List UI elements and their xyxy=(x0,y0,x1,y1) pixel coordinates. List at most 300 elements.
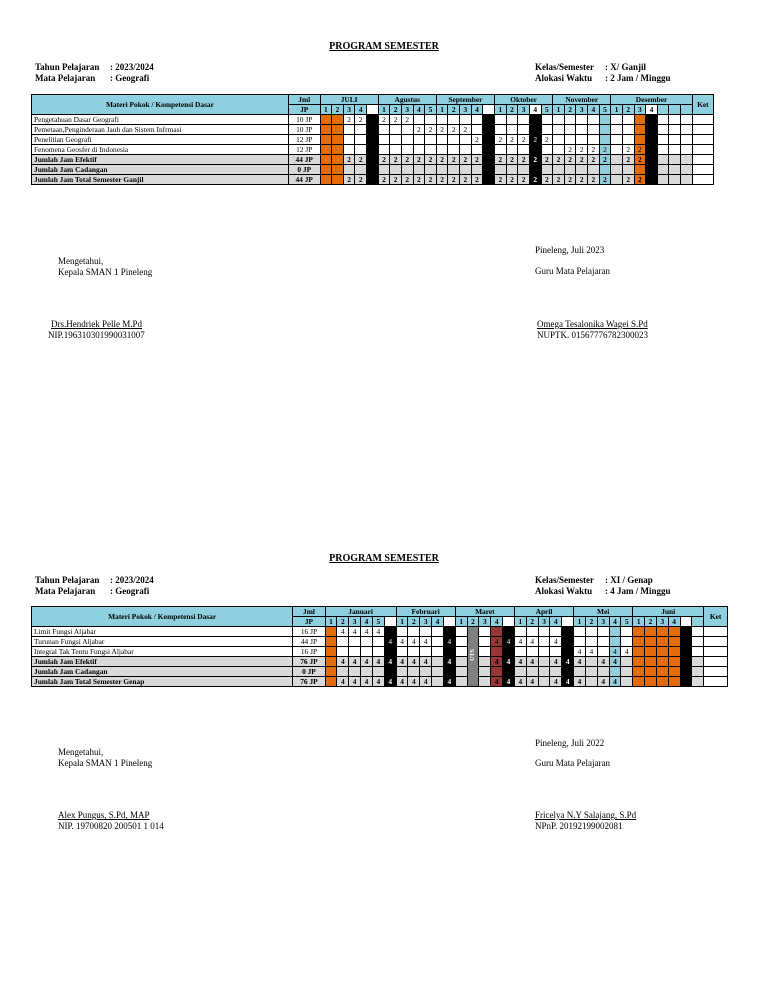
week-cell: 2 xyxy=(576,155,588,165)
week-number: 3 xyxy=(479,617,491,627)
week-cell: 4 xyxy=(337,627,349,637)
week-cell xyxy=(390,145,402,155)
week-cell: 2 xyxy=(599,175,611,185)
week-cell xyxy=(611,155,623,165)
week-cell xyxy=(538,677,550,687)
week-cell xyxy=(585,627,597,637)
ket-cell xyxy=(704,627,728,637)
meta-right xyxy=(535,575,671,597)
page-title: PROGRAM SEMESTER xyxy=(329,41,439,52)
week-cell xyxy=(645,667,657,677)
week-cell xyxy=(337,667,349,677)
week-cell xyxy=(420,647,432,657)
week-number: 1 xyxy=(553,105,565,115)
week-number: 1 xyxy=(436,105,448,115)
week-cell xyxy=(564,135,576,145)
week-number: 3 xyxy=(597,617,609,627)
week-cell: 2 xyxy=(401,155,413,165)
week-cell: 4 xyxy=(609,677,621,687)
week-cell xyxy=(562,637,574,647)
week-cell: 4 xyxy=(396,637,408,647)
week-cell xyxy=(425,145,437,155)
materi-name: Jumlah Jam Total Semester Genap xyxy=(32,677,293,687)
week-cell xyxy=(320,125,332,135)
week-cell xyxy=(656,677,668,687)
week-cell: 2 xyxy=(355,175,367,185)
week-cell: 4 xyxy=(514,637,526,647)
header-jp: JP xyxy=(293,617,325,627)
week-cell: 2 xyxy=(506,175,518,185)
week-cell xyxy=(343,125,355,135)
right-signer-name: Omega Tesalonika Wagei S.Pd xyxy=(537,319,648,329)
week-cell xyxy=(349,647,361,657)
week-cell: 2 xyxy=(518,155,530,165)
week-cell xyxy=(681,125,693,135)
week-cell xyxy=(526,627,538,637)
week-number: 1 xyxy=(378,105,390,115)
week-cell: 4 xyxy=(420,657,432,667)
week-cell xyxy=(396,627,408,637)
table-row xyxy=(32,125,714,135)
week-cell xyxy=(646,115,658,125)
place-date: Pineleng, Juli 2023 xyxy=(535,245,605,255)
week-cell xyxy=(514,647,526,657)
week-cell xyxy=(597,667,609,677)
week-cell xyxy=(646,125,658,135)
mapel-value: : Geografi xyxy=(110,73,150,83)
week-cell xyxy=(378,165,390,175)
left-signer-name: Alex Pungus, S.Pd, MAP xyxy=(58,810,150,820)
week-cell: 4 xyxy=(349,657,361,667)
week-cell xyxy=(529,145,541,155)
week-cell xyxy=(332,175,344,185)
role-line-1: Mengetahui, xyxy=(58,256,104,266)
week-cell xyxy=(611,175,623,185)
week-cell xyxy=(668,667,680,677)
week-cell xyxy=(455,637,467,647)
week-cell xyxy=(634,165,646,175)
table-row xyxy=(32,627,728,637)
week-cell xyxy=(471,145,483,155)
week-number: 4 xyxy=(432,617,444,627)
week-cell xyxy=(432,627,444,637)
week-number: 1 xyxy=(611,105,623,115)
week-cell: 4 xyxy=(550,677,562,687)
week-cell xyxy=(479,627,491,637)
week-cell xyxy=(646,135,658,145)
week-cell xyxy=(621,637,633,647)
week-cell xyxy=(443,627,455,637)
week-cell: 4 xyxy=(526,637,538,647)
week-cell xyxy=(325,637,337,647)
week-cell xyxy=(343,135,355,145)
week-cell: 2 xyxy=(506,135,518,145)
week-cell xyxy=(574,627,586,637)
week-cell xyxy=(518,165,530,175)
week-cell xyxy=(479,647,491,657)
week-cell: 2 xyxy=(622,175,634,185)
week-number: 4 xyxy=(529,105,541,115)
jml-jp: 10 JP xyxy=(288,125,320,135)
week-cell xyxy=(396,647,408,657)
week-number: 4 xyxy=(355,105,367,115)
week-cell: 4 xyxy=(396,677,408,687)
week-number: 3 xyxy=(401,105,413,115)
week-cell xyxy=(541,115,553,125)
materi-name: Limit Fungsi Aljabar xyxy=(32,627,293,637)
week-cell xyxy=(518,115,530,125)
signature-left-role xyxy=(58,747,152,769)
week-cell: 2 xyxy=(425,125,437,135)
tahun-value: : 2023/2024 xyxy=(110,62,154,72)
week-cell: 4 xyxy=(503,637,515,647)
week-cell xyxy=(646,155,658,165)
week-cell xyxy=(506,165,518,175)
week-cell: 2 xyxy=(448,175,460,185)
week-number: 1 xyxy=(455,617,467,627)
week-cell xyxy=(320,155,332,165)
week-cell: 4 xyxy=(491,637,503,647)
week-cell: 2 xyxy=(541,135,553,145)
signature-right xyxy=(535,810,636,832)
materi-name: Jumlah Jam Cadangan xyxy=(32,165,289,175)
week-cell xyxy=(483,145,495,155)
week-cell: 4 xyxy=(609,647,621,657)
mapel-label: Mata Pelajaran xyxy=(35,586,96,596)
mapel-value: : Geografi xyxy=(110,586,150,596)
week-cell xyxy=(506,125,518,135)
materi-name: Jumlah Jam Total Semester Ganjil xyxy=(32,175,289,185)
week-cell xyxy=(384,667,396,677)
week-number: 2 xyxy=(526,617,538,627)
jml-jp: 0 JP xyxy=(293,667,325,677)
week-cell: 2 xyxy=(413,175,425,185)
week-cell xyxy=(378,125,390,135)
week-cell: 4 xyxy=(337,657,349,667)
week-cell: 2 xyxy=(622,155,634,165)
week-cell xyxy=(668,647,680,657)
week-cell xyxy=(367,135,379,145)
alokasi-label: Alokasi Waktu xyxy=(535,73,593,83)
jml-jp: 76 JP xyxy=(293,657,325,667)
week-cell: 4 xyxy=(550,657,562,667)
week-cell xyxy=(455,657,467,667)
week-cell xyxy=(367,145,379,155)
meta-left xyxy=(35,62,154,84)
week-cell xyxy=(669,125,681,135)
materi-name: Jumlah Jam Efektif xyxy=(32,155,289,165)
week-number: 4 xyxy=(413,105,425,115)
week-cell xyxy=(425,135,437,145)
week-cell xyxy=(645,637,657,647)
week-cell xyxy=(692,637,704,647)
left-signer-id: NIP. 19700820 200501 1 014 xyxy=(58,821,164,831)
week-cell xyxy=(367,175,379,185)
week-cell xyxy=(448,145,460,155)
week-cell xyxy=(483,125,495,135)
week-cell xyxy=(479,657,491,667)
meta-left xyxy=(35,575,154,597)
week-cell: 2 xyxy=(390,155,402,165)
tahun-label: Tahun Pelajaran xyxy=(35,62,100,72)
place-date: Pineleng, Juli 2022 xyxy=(535,738,605,748)
week-cell xyxy=(320,175,332,185)
week-cell xyxy=(622,115,634,125)
week-cell xyxy=(483,115,495,125)
week-number: 5 xyxy=(541,105,553,115)
week-cell xyxy=(483,175,495,185)
week-cell xyxy=(562,647,574,657)
week-cell xyxy=(432,647,444,657)
week-cell: 4 xyxy=(503,657,515,667)
week-cell xyxy=(390,165,402,175)
week-cell xyxy=(668,677,680,687)
week-number: 3 xyxy=(634,105,646,115)
week-cell xyxy=(633,677,645,687)
table-row xyxy=(32,165,714,175)
week-cell xyxy=(621,667,633,677)
week-cell xyxy=(588,135,600,145)
week-number: 2 xyxy=(337,617,349,627)
week-cell xyxy=(443,667,455,677)
kelas-value: : XI / Genap xyxy=(605,575,653,585)
role-line-2: Kepala SMAN 1 Pineleng xyxy=(58,267,153,277)
week-number: 2 xyxy=(390,105,402,115)
week-number xyxy=(680,617,692,627)
week-cell xyxy=(599,135,611,145)
table-row xyxy=(32,677,728,687)
week-cell: 2 xyxy=(448,125,460,135)
week-cell xyxy=(656,637,668,647)
week-number: 1 xyxy=(320,105,332,115)
week-cell xyxy=(432,637,444,647)
week-cell xyxy=(367,155,379,165)
week-cell xyxy=(576,165,588,175)
week-cell xyxy=(503,627,515,637)
table-row xyxy=(32,667,728,677)
week-cell xyxy=(657,175,669,185)
week-cell xyxy=(401,135,413,145)
month-header: Desember xyxy=(611,95,692,105)
left-signer-name: Drs.Hendriek Pelle M.Pd xyxy=(51,319,142,329)
week-cell xyxy=(656,657,668,667)
right-signer-id: NUPTK. 01567776782300023 xyxy=(537,330,649,340)
signature-right-role: Guru Mata Pelajaran xyxy=(535,266,610,276)
week-cell xyxy=(372,667,384,677)
week-cell: 4 xyxy=(420,637,432,647)
week-cell: 2 xyxy=(529,135,541,145)
week-cell xyxy=(656,667,668,677)
week-cell xyxy=(680,667,692,677)
week-cell xyxy=(553,135,565,145)
week-cell xyxy=(483,165,495,175)
week-cell xyxy=(378,135,390,145)
alokasi-value: : 2 Jam / Minggu xyxy=(605,73,671,83)
materi-name: Jumlah Jam Cadangan xyxy=(32,667,293,677)
week-cell: 2 xyxy=(436,175,448,185)
week-cell xyxy=(372,647,384,657)
jml-jp: 44 JP xyxy=(293,637,325,647)
week-cell xyxy=(506,115,518,125)
week-number: 4 xyxy=(550,617,562,627)
week-cell xyxy=(332,115,344,125)
signature-left xyxy=(58,810,164,832)
week-cell xyxy=(692,657,704,667)
week-cell: 2 xyxy=(495,135,507,145)
week-cell xyxy=(609,627,621,637)
jml-jp: 44 JP xyxy=(288,175,320,185)
role-line-1: Mengetahui, xyxy=(58,747,104,757)
week-cell xyxy=(588,125,600,135)
week-cell: 4 xyxy=(372,657,384,667)
week-cell xyxy=(597,637,609,647)
week-cell xyxy=(622,135,634,145)
week-cell: 4 xyxy=(526,677,538,687)
week-number: 3 xyxy=(460,105,472,115)
week-cell xyxy=(681,175,693,185)
week-cell xyxy=(495,115,507,125)
header-ket: Ket xyxy=(692,95,713,115)
week-cell xyxy=(576,125,588,135)
week-cell xyxy=(681,155,693,165)
week-cell xyxy=(668,627,680,637)
week-cell xyxy=(553,125,565,135)
week-cell xyxy=(550,627,562,637)
week-cell: 2 xyxy=(506,155,518,165)
week-cell: 4 xyxy=(361,677,373,687)
week-cell xyxy=(325,657,337,667)
week-cell xyxy=(574,637,586,647)
ket-cell xyxy=(692,155,713,165)
week-cell xyxy=(332,125,344,135)
week-cell xyxy=(634,125,646,135)
week-number xyxy=(503,617,515,627)
schedule-table xyxy=(31,606,728,687)
week-cell: 2 xyxy=(588,155,600,165)
week-number: 2 xyxy=(622,105,634,115)
week-cell: 2 xyxy=(529,155,541,165)
week-cell xyxy=(506,145,518,155)
week-cell xyxy=(585,667,597,677)
week-cell: 2 xyxy=(343,115,355,125)
week-cell xyxy=(657,155,669,165)
week-cell xyxy=(349,637,361,647)
month-header: Februari xyxy=(396,607,455,617)
week-cell: 2 xyxy=(355,115,367,125)
materi-name: Pengetahuan Dasar Geografi xyxy=(32,115,289,125)
week-cell xyxy=(460,135,472,145)
week-cell: 4 xyxy=(361,657,373,667)
tahun-label: Tahun Pelajaran xyxy=(35,575,100,585)
week-cell xyxy=(432,657,444,667)
week-number: 5 xyxy=(425,105,437,115)
week-cell xyxy=(471,115,483,125)
week-number: 2 xyxy=(645,617,657,627)
week-cell xyxy=(471,165,483,175)
week-cell xyxy=(599,125,611,135)
header-jp: JP xyxy=(288,105,320,115)
week-cell xyxy=(669,165,681,175)
week-cell xyxy=(384,647,396,657)
ket-cell xyxy=(704,667,728,677)
week-cell: 2 xyxy=(413,155,425,165)
week-cell xyxy=(599,115,611,125)
week-cell xyxy=(611,135,623,145)
week-cell xyxy=(634,115,646,125)
week-cell xyxy=(503,647,515,657)
month-header: Maret xyxy=(455,607,514,617)
materi-name: Turunan Fungsi Aljabar xyxy=(32,637,293,647)
week-cell: 4 xyxy=(443,637,455,647)
ket-cell xyxy=(692,165,713,175)
week-cell xyxy=(455,667,467,677)
week-cell: 2 xyxy=(634,145,646,155)
week-cell: 2 xyxy=(553,175,565,185)
week-cell xyxy=(460,115,472,125)
month-header: Agustus xyxy=(378,95,436,105)
week-number: 4 xyxy=(491,617,503,627)
ket-cell xyxy=(692,145,713,155)
week-cell: 4 xyxy=(491,657,503,667)
week-cell xyxy=(622,165,634,175)
week-number xyxy=(681,105,693,115)
alokasi-value: : 4 Jam / Minggu xyxy=(605,586,671,596)
week-number: 3 xyxy=(656,617,668,627)
week-cell xyxy=(657,135,669,145)
week-cell xyxy=(413,145,425,155)
week-cell xyxy=(432,667,444,677)
week-cell xyxy=(529,115,541,125)
week-cell xyxy=(332,155,344,165)
week-cell xyxy=(526,647,538,657)
role-line-2: Kepala SMAN 1 Pineleng xyxy=(58,758,153,768)
week-cell xyxy=(692,677,704,687)
week-cell xyxy=(367,165,379,175)
header-ket: Ket xyxy=(704,607,728,627)
ket-cell xyxy=(704,677,728,687)
week-cell xyxy=(657,125,669,135)
week-cell xyxy=(401,165,413,175)
ket-cell xyxy=(692,175,713,185)
week-cell xyxy=(529,165,541,175)
week-cell xyxy=(425,165,437,175)
week-cell xyxy=(467,627,479,687)
week-cell xyxy=(343,145,355,155)
signature-left xyxy=(48,319,145,341)
week-cell xyxy=(343,165,355,175)
week-cell xyxy=(669,135,681,145)
week-cell: 2 xyxy=(448,155,460,165)
alokasi-label: Alokasi Waktu xyxy=(535,586,593,596)
schedule-table xyxy=(31,94,714,185)
week-cell xyxy=(483,135,495,145)
week-number: 4 xyxy=(668,617,680,627)
week-cell: 4 xyxy=(597,657,609,667)
materi-name: Pemetaan,Penginderaan Jauh dan Sistem Infrmasi xyxy=(32,125,289,135)
week-cell xyxy=(408,647,420,657)
week-cell: 4 xyxy=(550,637,562,647)
jml-jp: 10 JP xyxy=(288,115,320,125)
meta-right xyxy=(535,62,671,84)
week-cell xyxy=(657,145,669,155)
week-cell xyxy=(588,115,600,125)
week-cell xyxy=(413,115,425,125)
month-header: JULI xyxy=(320,95,378,105)
week-cell xyxy=(692,647,704,657)
week-number: 2 xyxy=(332,105,344,115)
right-signer-name: Fricelya N.Y Salajang, S.Pd xyxy=(535,810,637,820)
week-cell: 2 xyxy=(471,135,483,145)
